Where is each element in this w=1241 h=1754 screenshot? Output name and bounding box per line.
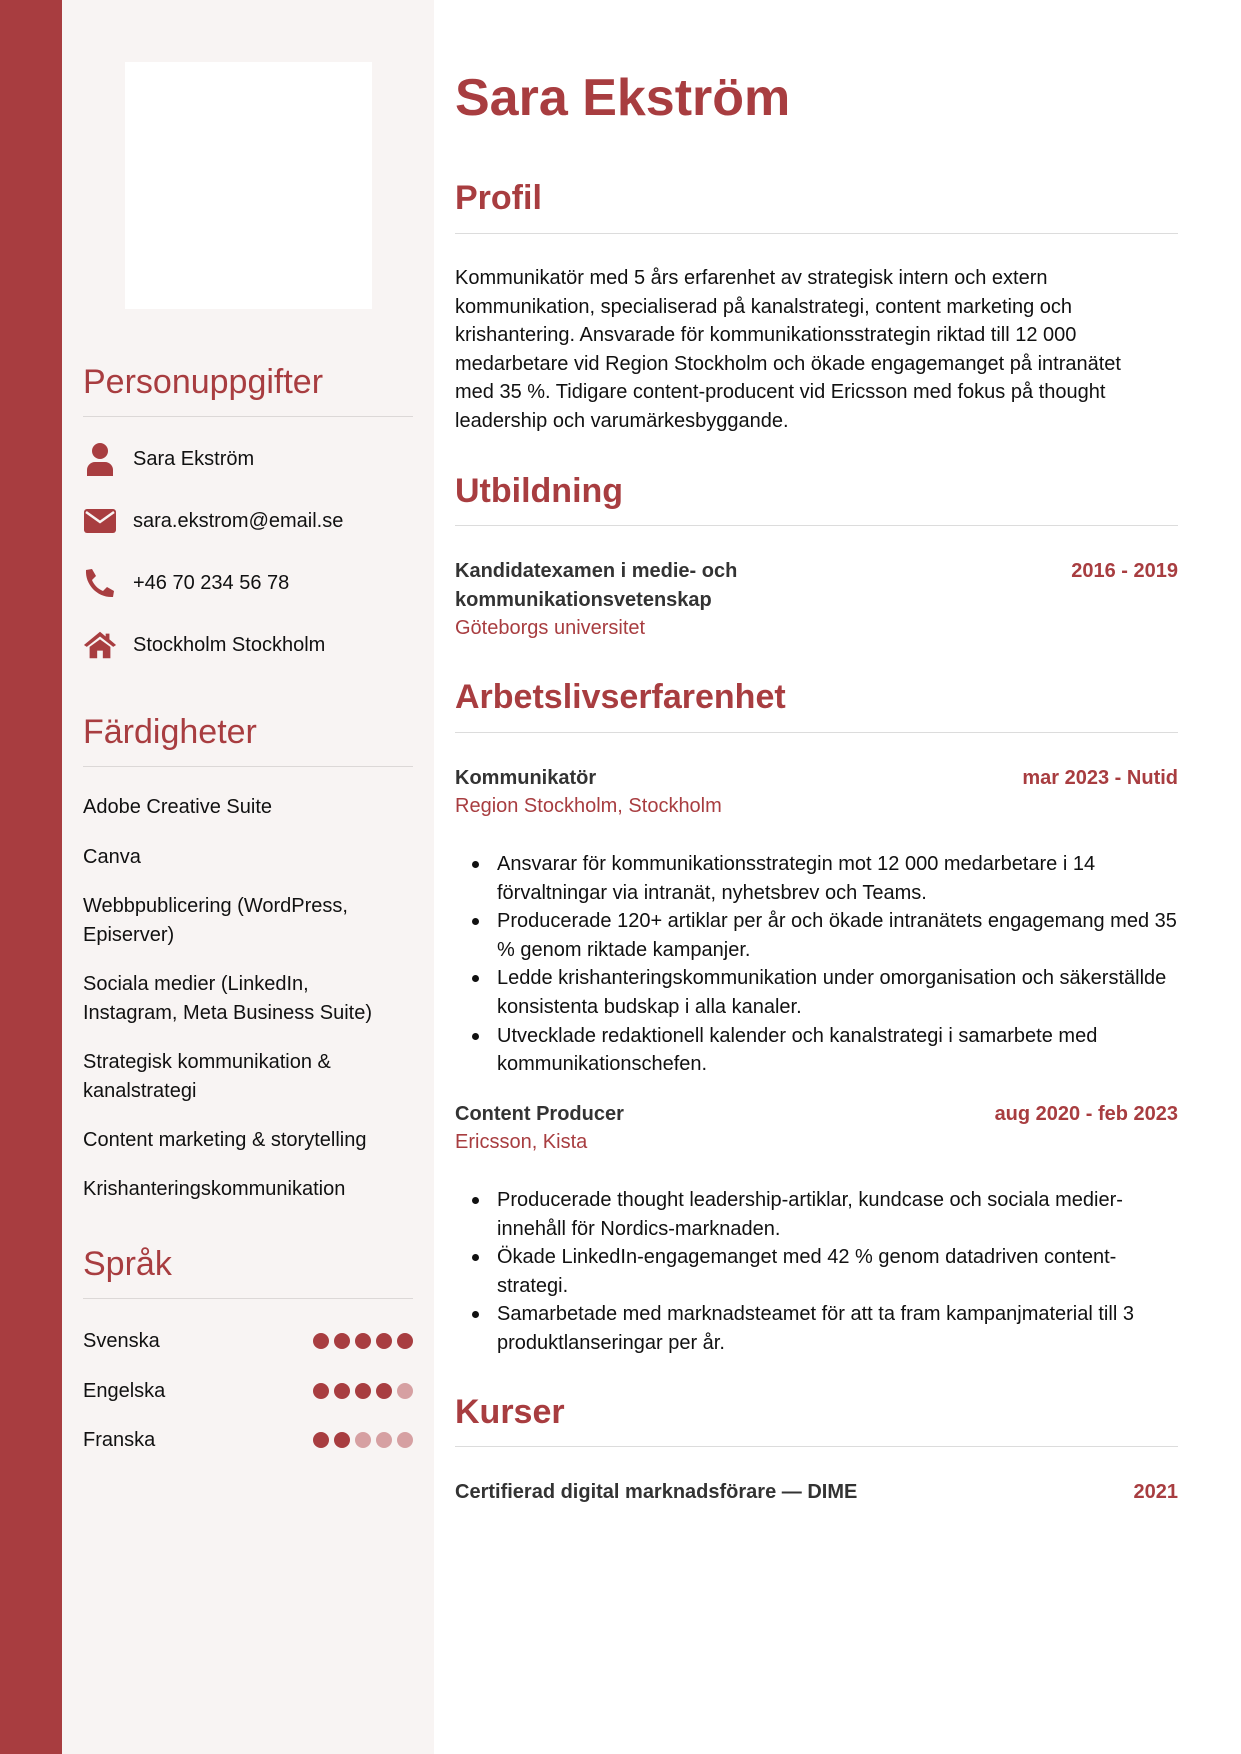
job-title: Kommunikatör	[455, 767, 597, 789]
accent-stripe	[0, 0, 62, 1754]
job-employer: Region Stockholm, Stockholm	[455, 795, 722, 817]
bullet-item: Ledde krishanteringskommunikation under omorganisation och säkerställde konsistenta budskap i alla kanaler.	[455, 964, 1178, 1021]
contact-email[interactable]: sara.ekstrom@email.se	[83, 501, 343, 541]
section-title-personal: Personuppgifter	[83, 363, 324, 401]
contact-name: Sara Ekström	[83, 439, 254, 479]
bullet-item: Producerade thought leadership-artiklar, kundcase och sociala medier-innehåll för Nordics-marknaden.	[455, 1186, 1178, 1243]
language-level-dots	[313, 1383, 413, 1399]
job-dates: aug 2020 - feb 2023	[994, 1103, 1178, 1125]
language-level-dots	[313, 1333, 413, 1349]
job-bullets	[455, 1186, 1178, 1358]
profile-photo-placeholder	[125, 62, 372, 309]
home-icon	[83, 628, 117, 662]
bullet-item: Samarbetade med marknadsteamet för att ta fram kampanjmaterial till 3 produktlanseringar per år.	[455, 1300, 1178, 1357]
bullet-item: Ökade LinkedIn-engagemanget med 42 % genom datadriven content-strategi.	[455, 1243, 1178, 1300]
section-title-skills: Färdigheter	[83, 713, 257, 751]
skill-item: Content marketing & storytelling	[83, 1129, 367, 1151]
skill-item: Adobe Creative Suite	[83, 796, 273, 818]
education-school: Göteborgs universitet	[455, 617, 646, 639]
skill-item: Canva	[83, 846, 141, 868]
bullet-item: Producerade 120+ artiklar per år och ökade intranätets engagemang med 35 % genom riktade kampanjer.	[455, 907, 1178, 964]
skill-item: Krishanteringskommunikation	[83, 1178, 346, 1200]
section-title-languages: Språk	[83, 1245, 172, 1283]
job-employer: Ericsson, Kista	[455, 1131, 588, 1153]
sidebar	[62, 0, 434, 1754]
course-name: Certifierad digital marknadsförare — DIME	[455, 1481, 858, 1503]
divider	[455, 233, 1178, 234]
skill-item: Sociala medier (LinkedIn, Instagram, Meta Business Suite)	[83, 973, 373, 1024]
skill-item: Webbpublicering (WordPress, Episerver)	[83, 895, 348, 946]
education-dates: 2016 - 2019	[1071, 560, 1178, 582]
skill-item: Strategisk kommunikation & kanalstrategi	[83, 1051, 331, 1102]
divider	[83, 766, 413, 767]
language-level-dots	[313, 1432, 413, 1448]
language-row: Engelska	[83, 1377, 413, 1405]
divider	[455, 732, 1178, 733]
contact-location: Stockholm Stockholm	[83, 625, 325, 665]
bullet-item: Ansvarar för kommunikationsstrategin mot 12 000 medarbetare i 14 förvaltningar via intranät, nyhetsbrev och Teams.	[455, 850, 1178, 907]
languages-section	[83, 1244, 413, 1451]
profile-summary: Kommunikatör med 5 års erfarenhet av strategisk intern och extern kommunikation, specialiserad på kanalstrategi, content marketing och krishantering. Ansvarade för kommunikationsstrategin riktad till 12 000 medarbetare vid Region Stockholm och ökade engagemanget på intranätet med 35 %. Tidigare content-producent vid Ericsson med fokus på thought leadership och varumärkesbyggande.	[455, 267, 1121, 432]
candidate-name: Sara Ekström	[455, 69, 791, 127]
divider	[83, 416, 413, 417]
section-title-profile: Profil	[455, 179, 542, 217]
divider	[83, 1298, 413, 1299]
language-row: Franska	[83, 1426, 413, 1454]
job-title: Content Producer	[455, 1103, 624, 1125]
section-title-education: Utbildning	[455, 472, 624, 510]
bullet-item: Utvecklade redaktionell kalender och kanalstrategi i samarbete med kommunikationschefen.	[455, 1022, 1178, 1079]
section-title-experience: Arbetslivserfarenhet	[455, 678, 786, 716]
divider	[455, 1446, 1178, 1447]
section-title-courses: Kurser	[455, 1393, 565, 1431]
course-year: 2021	[1133, 1481, 1178, 1503]
education-degree: Kandidatexamen i medie- och kommunikationsvetenskap	[455, 560, 738, 611]
phone-icon	[83, 566, 117, 600]
user-icon	[83, 442, 117, 476]
job-bullets	[455, 850, 1178, 1079]
skills-section	[83, 712, 413, 1200]
divider	[455, 525, 1178, 526]
language-row: Svenska	[83, 1327, 413, 1355]
contact-phone[interactable]: +46 70 234 56 78	[83, 563, 289, 603]
envelope-icon	[83, 504, 117, 538]
job-dates: mar 2023 - Nutid	[1022, 767, 1178, 789]
personal-info-section	[83, 362, 413, 656]
